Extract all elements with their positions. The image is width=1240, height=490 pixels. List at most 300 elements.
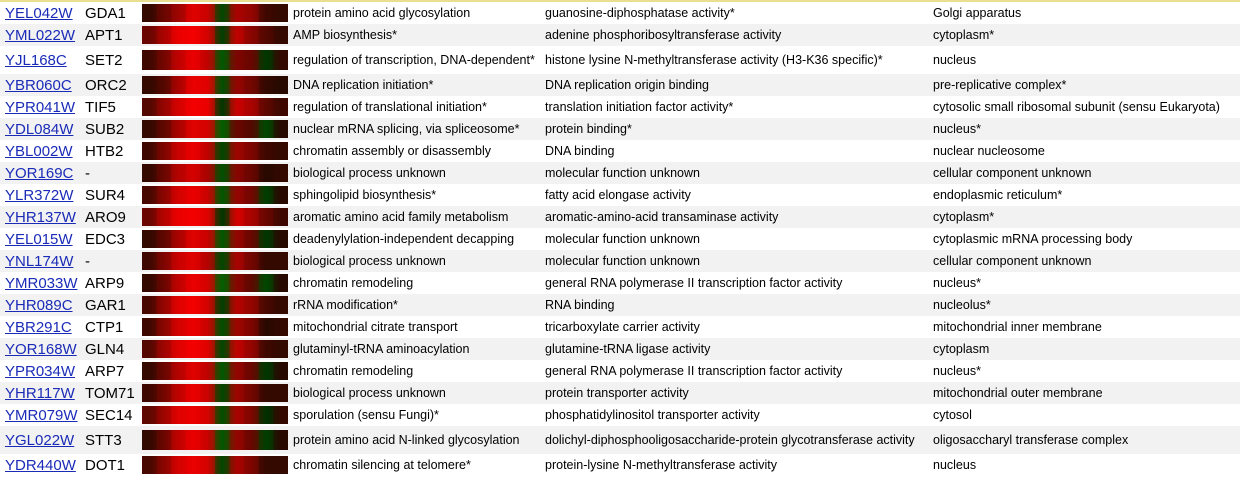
heatmap-cell bbox=[157, 274, 172, 292]
heatmap-cell bbox=[230, 274, 245, 292]
go-process: AMP biosynthesis* bbox=[290, 24, 542, 46]
heatmap-cell bbox=[157, 362, 172, 380]
go-process: glutaminyl-tRNA aminoacylation bbox=[290, 338, 542, 360]
expression-heatmap bbox=[142, 164, 288, 182]
heatmap-cell bbox=[171, 406, 186, 424]
expression-heatmap bbox=[142, 98, 288, 116]
heatmap-cell bbox=[215, 252, 230, 270]
heatmap-cell bbox=[273, 296, 288, 314]
heatmap-cell bbox=[259, 4, 274, 22]
expression-heatmap-cell bbox=[142, 74, 290, 96]
heatmap-cell bbox=[157, 384, 172, 402]
heatmap-cell bbox=[186, 340, 201, 358]
go-component: cytosolic small ribosomal subunit (sensu Eukaryota) bbox=[930, 96, 1240, 118]
heatmap-cell bbox=[244, 98, 259, 116]
heatmap-cell bbox=[244, 430, 259, 450]
orf-link[interactable]: YHR137W bbox=[5, 208, 76, 226]
table-row bbox=[0, 316, 1240, 338]
heatmap-cell bbox=[186, 26, 201, 44]
heatmap-cell bbox=[142, 26, 157, 44]
go-component: Golgi apparatus bbox=[930, 2, 1240, 24]
heatmap-cell bbox=[244, 296, 259, 314]
go-component: cellular component unknown bbox=[930, 162, 1240, 184]
orf-link[interactable]: YGL022W bbox=[5, 431, 75, 449]
heatmap-cell bbox=[259, 76, 274, 94]
heatmap-cell bbox=[215, 76, 230, 94]
table-row bbox=[0, 184, 1240, 206]
gene-name: ORC2 bbox=[83, 74, 142, 96]
heatmap-cell bbox=[273, 142, 288, 160]
heatmap-cell bbox=[142, 456, 157, 474]
expression-heatmap bbox=[142, 456, 288, 474]
heatmap-cell bbox=[200, 340, 215, 358]
heatmap-cell bbox=[273, 362, 288, 380]
expression-heatmap bbox=[142, 120, 288, 138]
heatmap-cell bbox=[171, 230, 186, 248]
orf-cell bbox=[0, 206, 83, 228]
expression-heatmap bbox=[142, 26, 288, 44]
heatmap-cell bbox=[259, 208, 274, 226]
heatmap-cell bbox=[244, 142, 259, 160]
heatmap-cell bbox=[171, 296, 186, 314]
orf-link[interactable]: YOR168W bbox=[5, 340, 77, 358]
go-component: nucleus bbox=[930, 454, 1240, 476]
heatmap-cell bbox=[244, 456, 259, 474]
heatmap-cell bbox=[273, 164, 288, 182]
heatmap-cell bbox=[244, 208, 259, 226]
heatmap-cell bbox=[259, 230, 274, 248]
table-row bbox=[0, 338, 1240, 360]
expression-heatmap bbox=[142, 318, 288, 336]
gene-name: GLN4 bbox=[83, 338, 142, 360]
expression-heatmap-cell bbox=[142, 382, 290, 404]
orf-cell bbox=[0, 338, 83, 360]
table-row bbox=[0, 118, 1240, 140]
go-process: regulation of translational initiation* bbox=[290, 96, 542, 118]
heatmap-cell bbox=[200, 362, 215, 380]
heatmap-cell bbox=[259, 406, 274, 424]
expression-heatmap-cell bbox=[142, 118, 290, 140]
heatmap-cell bbox=[215, 4, 230, 22]
expression-heatmap bbox=[142, 296, 288, 314]
table-row bbox=[0, 250, 1240, 272]
heatmap-cell bbox=[215, 186, 230, 204]
go-process: deadenylylation-independent decapping bbox=[290, 228, 542, 250]
orf-cell bbox=[0, 316, 83, 338]
go-function: general RNA polymerase II transcription factor activity bbox=[542, 360, 930, 382]
heatmap-cell bbox=[215, 26, 230, 44]
heatmap-cell bbox=[259, 26, 274, 44]
heatmap-cell bbox=[273, 456, 288, 474]
heatmap-cell bbox=[244, 230, 259, 248]
expression-heatmap-cell bbox=[142, 294, 290, 316]
heatmap-cell bbox=[171, 318, 186, 336]
expression-heatmap bbox=[142, 430, 288, 450]
table-row bbox=[0, 294, 1240, 316]
heatmap-cell bbox=[157, 50, 172, 70]
heatmap-cell bbox=[215, 208, 230, 226]
heatmap-cell bbox=[230, 296, 245, 314]
orf-link[interactable]: YOR169C bbox=[5, 164, 74, 182]
go-function: adenine phosphoribosyltransferase activity bbox=[542, 24, 930, 46]
heatmap-cell bbox=[200, 186, 215, 204]
table-row bbox=[0, 454, 1240, 476]
heatmap-cell bbox=[259, 340, 274, 358]
go-function: protein binding* bbox=[542, 118, 930, 140]
heatmap-cell bbox=[186, 384, 201, 402]
heatmap-cell bbox=[171, 50, 186, 70]
heatmap-cell bbox=[171, 4, 186, 22]
expression-heatmap bbox=[142, 274, 288, 292]
heatmap-cell bbox=[259, 186, 274, 204]
heatmap-cell bbox=[215, 50, 230, 70]
go-process: sporulation (sensu Fungi)* bbox=[290, 404, 542, 426]
heatmap-cell bbox=[157, 98, 172, 116]
expression-heatmap-cell bbox=[142, 206, 290, 228]
heatmap-cell bbox=[230, 208, 245, 226]
orf-cell bbox=[0, 74, 83, 96]
orf-link[interactable]: YMR033W bbox=[5, 274, 78, 292]
heatmap-cell bbox=[157, 230, 172, 248]
expression-heatmap-cell bbox=[142, 2, 290, 24]
expression-heatmap bbox=[142, 362, 288, 380]
heatmap-cell bbox=[259, 142, 274, 160]
heatmap-cell bbox=[186, 4, 201, 22]
heatmap-cell bbox=[244, 50, 259, 70]
orf-link[interactable]: YLR372W bbox=[5, 186, 74, 204]
heatmap-cell bbox=[230, 456, 245, 474]
go-process: mitochondrial citrate transport bbox=[290, 316, 542, 338]
heatmap-cell bbox=[215, 230, 230, 248]
heatmap-cell bbox=[259, 430, 274, 450]
table-row bbox=[0, 404, 1240, 426]
heatmap-cell bbox=[142, 318, 157, 336]
heatmap-cell bbox=[244, 186, 259, 204]
expression-heatmap-cell bbox=[142, 338, 290, 360]
heatmap-cell bbox=[215, 362, 230, 380]
orf-cell bbox=[0, 24, 83, 46]
orf-cell bbox=[0, 162, 83, 184]
table-row bbox=[0, 46, 1240, 74]
heatmap-cell bbox=[186, 296, 201, 314]
orf-link[interactable]: YNL174W bbox=[5, 252, 74, 270]
heatmap-cell bbox=[171, 456, 186, 474]
gene-name: TOM71 bbox=[83, 382, 142, 404]
heatmap-cell bbox=[273, 4, 288, 22]
heatmap-cell bbox=[259, 50, 274, 70]
heatmap-cell bbox=[200, 26, 215, 44]
heatmap-cell bbox=[244, 362, 259, 380]
heatmap-cell bbox=[230, 26, 245, 44]
table-row bbox=[0, 206, 1240, 228]
orf-cell bbox=[0, 96, 83, 118]
go-process: sphingolipid biosynthesis* bbox=[290, 184, 542, 206]
go-component: cytoplasm* bbox=[930, 24, 1240, 46]
expression-heatmap bbox=[142, 50, 288, 70]
heatmap-cell bbox=[200, 120, 215, 138]
go-component: cytosol bbox=[930, 404, 1240, 426]
heatmap-cell bbox=[273, 120, 288, 138]
heatmap-cell bbox=[273, 98, 288, 116]
go-component: endoplasmic reticulum* bbox=[930, 184, 1240, 206]
heatmap-cell bbox=[215, 274, 230, 292]
go-process: DNA replication initiation* bbox=[290, 74, 542, 96]
heatmap-cell bbox=[142, 76, 157, 94]
heatmap-cell bbox=[186, 120, 201, 138]
heatmap-cell bbox=[230, 164, 245, 182]
table-row bbox=[0, 360, 1240, 382]
heatmap-cell bbox=[142, 98, 157, 116]
orf-link[interactable]: YBR060C bbox=[5, 76, 72, 94]
heatmap-cell bbox=[230, 4, 245, 22]
heatmap-cell bbox=[230, 50, 245, 70]
heatmap-cell bbox=[273, 274, 288, 292]
orf-link[interactable]: YML022W bbox=[5, 26, 76, 44]
go-function: DNA replication origin binding bbox=[542, 74, 930, 96]
heatmap-cell bbox=[273, 430, 288, 450]
heatmap-cell bbox=[230, 362, 245, 380]
heatmap-cell bbox=[142, 4, 157, 22]
gene-name: - bbox=[83, 162, 142, 184]
table-row bbox=[0, 74, 1240, 96]
heatmap-cell bbox=[230, 76, 245, 94]
heatmap-cell bbox=[157, 296, 172, 314]
table-row bbox=[0, 228, 1240, 250]
heatmap-cell bbox=[273, 76, 288, 94]
heatmap-cell bbox=[157, 186, 172, 204]
expression-heatmap-cell bbox=[142, 228, 290, 250]
heatmap-cell bbox=[259, 98, 274, 116]
table-row bbox=[0, 24, 1240, 46]
expression-heatmap-cell bbox=[142, 184, 290, 206]
heatmap-cell bbox=[244, 340, 259, 358]
orf-cell bbox=[0, 250, 83, 272]
heatmap-cell bbox=[244, 120, 259, 138]
heatmap-cell bbox=[186, 230, 201, 248]
heatmap-cell bbox=[259, 120, 274, 138]
heatmap-cell bbox=[171, 142, 186, 160]
expression-heatmap bbox=[142, 340, 288, 358]
heatmap-cell bbox=[157, 4, 172, 22]
go-function: aromatic-amino-acid transaminase activity bbox=[542, 206, 930, 228]
heatmap-cell bbox=[230, 406, 245, 424]
expression-heatmap-cell bbox=[142, 46, 290, 74]
table-row bbox=[0, 382, 1240, 404]
heatmap-cell bbox=[259, 362, 274, 380]
heatmap-cell bbox=[142, 208, 157, 226]
go-process: regulation of transcription, DNA-dependent* bbox=[290, 46, 542, 74]
orf-link[interactable]: YEL015W bbox=[5, 230, 73, 248]
go-component: cellular component unknown bbox=[930, 250, 1240, 272]
heatmap-cell bbox=[230, 384, 245, 402]
orf-link[interactable]: YBL002W bbox=[5, 142, 73, 160]
heatmap-cell bbox=[142, 50, 157, 70]
heatmap-cell bbox=[157, 252, 172, 270]
heatmap-cell bbox=[171, 274, 186, 292]
orf-cell bbox=[0, 404, 83, 426]
heatmap-cell bbox=[200, 252, 215, 270]
heatmap-cell bbox=[273, 186, 288, 204]
heatmap-cell bbox=[157, 340, 172, 358]
expression-heatmap bbox=[142, 208, 288, 226]
heatmap-cell bbox=[186, 362, 201, 380]
heatmap-cell bbox=[186, 456, 201, 474]
go-function: histone lysine N-methyltransferase activity (H3-K36 specific)* bbox=[542, 46, 930, 74]
expression-heatmap bbox=[142, 230, 288, 248]
orf-link[interactable]: YPR034W bbox=[5, 362, 76, 380]
orf-link[interactable]: YDR440W bbox=[5, 456, 76, 474]
go-function: guanosine-diphosphatase activity* bbox=[542, 2, 930, 24]
heatmap-cell bbox=[200, 50, 215, 70]
heatmap-cell bbox=[157, 142, 172, 160]
heatmap-cell bbox=[171, 208, 186, 226]
heatmap-cell bbox=[215, 296, 230, 314]
expression-heatmap bbox=[142, 406, 288, 424]
gene-name: CTP1 bbox=[83, 316, 142, 338]
heatmap-cell bbox=[230, 186, 245, 204]
heatmap-cell bbox=[200, 456, 215, 474]
heatmap-cell bbox=[142, 164, 157, 182]
go-process: chromatin silencing at telomere* bbox=[290, 454, 542, 476]
expression-heatmap bbox=[142, 4, 288, 22]
go-process: nuclear mRNA splicing, via spliceosome* bbox=[290, 118, 542, 140]
heatmap-cell bbox=[157, 208, 172, 226]
go-component: nucleolus* bbox=[930, 294, 1240, 316]
gene-name: GDA1 bbox=[83, 2, 142, 24]
heatmap-cell bbox=[157, 120, 172, 138]
orf-link[interactable]: YDL084W bbox=[5, 120, 74, 138]
go-process: chromatin assembly or disassembly bbox=[290, 140, 542, 162]
heatmap-cell bbox=[171, 362, 186, 380]
heatmap-cell bbox=[273, 50, 288, 70]
heatmap-cell bbox=[200, 318, 215, 336]
heatmap-cell bbox=[200, 164, 215, 182]
heatmap-cell bbox=[215, 142, 230, 160]
table-row bbox=[0, 2, 1240, 24]
heatmap-cell bbox=[215, 164, 230, 182]
heatmap-cell bbox=[244, 252, 259, 270]
heatmap-cell bbox=[186, 208, 201, 226]
expression-heatmap-cell bbox=[142, 360, 290, 382]
gene-name: SEC14 bbox=[83, 404, 142, 426]
go-function: general RNA polymerase II transcription factor activity bbox=[542, 272, 930, 294]
heatmap-cell bbox=[230, 430, 245, 450]
orf-link[interactable]: YPR041W bbox=[5, 98, 76, 116]
heatmap-cell bbox=[171, 384, 186, 402]
gene-name: SUB2 bbox=[83, 118, 142, 140]
heatmap-cell bbox=[171, 76, 186, 94]
heatmap-cell bbox=[171, 186, 186, 204]
heatmap-cell bbox=[215, 430, 230, 450]
heatmap-cell bbox=[142, 274, 157, 292]
heatmap-cell bbox=[200, 296, 215, 314]
orf-cell bbox=[0, 2, 83, 24]
orf-cell bbox=[0, 454, 83, 476]
heatmap-cell bbox=[244, 164, 259, 182]
heatmap-cell bbox=[244, 26, 259, 44]
orf-link[interactable]: YHR089C bbox=[5, 296, 73, 314]
go-process: biological process unknown bbox=[290, 250, 542, 272]
heatmap-cell bbox=[230, 120, 245, 138]
orf-link[interactable]: YEL042W bbox=[5, 4, 73, 22]
orf-link[interactable]: YMR079W bbox=[5, 406, 78, 424]
gene-name: ARO9 bbox=[83, 206, 142, 228]
gene-name: - bbox=[83, 250, 142, 272]
heatmap-cell bbox=[142, 252, 157, 270]
expression-heatmap bbox=[142, 252, 288, 270]
heatmap-cell bbox=[244, 4, 259, 22]
orf-cell bbox=[0, 118, 83, 140]
heatmap-cell bbox=[273, 230, 288, 248]
heatmap-cell bbox=[186, 252, 201, 270]
heatmap-cell bbox=[186, 430, 201, 450]
heatmap-cell bbox=[157, 406, 172, 424]
heatmap-cell bbox=[215, 98, 230, 116]
heatmap-cell bbox=[200, 142, 215, 160]
heatmap-cell bbox=[142, 406, 157, 424]
heatmap-cell bbox=[186, 142, 201, 160]
heatmap-cell bbox=[200, 406, 215, 424]
heatmap-cell bbox=[142, 186, 157, 204]
go-process: protein amino acid N-linked glycosylation bbox=[290, 426, 542, 454]
gene-name: TIF5 bbox=[83, 96, 142, 118]
heatmap-cell bbox=[186, 98, 201, 116]
heatmap-cell bbox=[157, 76, 172, 94]
go-function: glutamine-tRNA ligase activity bbox=[542, 338, 930, 360]
orf-link[interactable]: YHR117W bbox=[5, 384, 75, 402]
heatmap-cell bbox=[142, 430, 157, 450]
go-component: mitochondrial inner membrane bbox=[930, 316, 1240, 338]
expression-heatmap-cell bbox=[142, 426, 290, 454]
expression-heatmap-cell bbox=[142, 140, 290, 162]
gene-name: ARP9 bbox=[83, 272, 142, 294]
heatmap-cell bbox=[230, 252, 245, 270]
expression-heatmap-cell bbox=[142, 316, 290, 338]
heatmap-cell bbox=[273, 26, 288, 44]
heatmap-cell bbox=[186, 50, 201, 70]
heatmap-cell bbox=[215, 318, 230, 336]
heatmap-cell bbox=[244, 406, 259, 424]
orf-link[interactable]: YBR291C bbox=[5, 318, 72, 336]
heatmap-cell bbox=[200, 98, 215, 116]
heatmap-cell bbox=[259, 274, 274, 292]
go-component: nuclear nucleosome bbox=[930, 140, 1240, 162]
go-function: translation initiation factor activity* bbox=[542, 96, 930, 118]
heatmap-cell bbox=[200, 384, 215, 402]
heatmap-cell bbox=[200, 230, 215, 248]
heatmap-cell bbox=[244, 384, 259, 402]
heatmap-cell bbox=[230, 318, 245, 336]
heatmap-cell bbox=[142, 362, 157, 380]
go-function: DNA binding bbox=[542, 140, 930, 162]
expression-heatmap bbox=[142, 142, 288, 160]
heatmap-cell bbox=[259, 252, 274, 270]
go-component: nucleus bbox=[930, 46, 1240, 74]
go-function: molecular function unknown bbox=[542, 250, 930, 272]
gene-name: ARP7 bbox=[83, 360, 142, 382]
go-component: oligosaccharyl transferase complex bbox=[930, 426, 1240, 454]
heatmap-cell bbox=[230, 142, 245, 160]
gene-name: STT3 bbox=[83, 426, 142, 454]
go-function: phosphatidylinositol transporter activity bbox=[542, 404, 930, 426]
orf-cell bbox=[0, 426, 83, 454]
heatmap-cell bbox=[157, 164, 172, 182]
expression-heatmap-cell bbox=[142, 162, 290, 184]
orf-link[interactable]: YJL168C bbox=[5, 51, 67, 69]
expression-heatmap-cell bbox=[142, 24, 290, 46]
go-process: chromatin remodeling bbox=[290, 272, 542, 294]
table-row bbox=[0, 96, 1240, 118]
